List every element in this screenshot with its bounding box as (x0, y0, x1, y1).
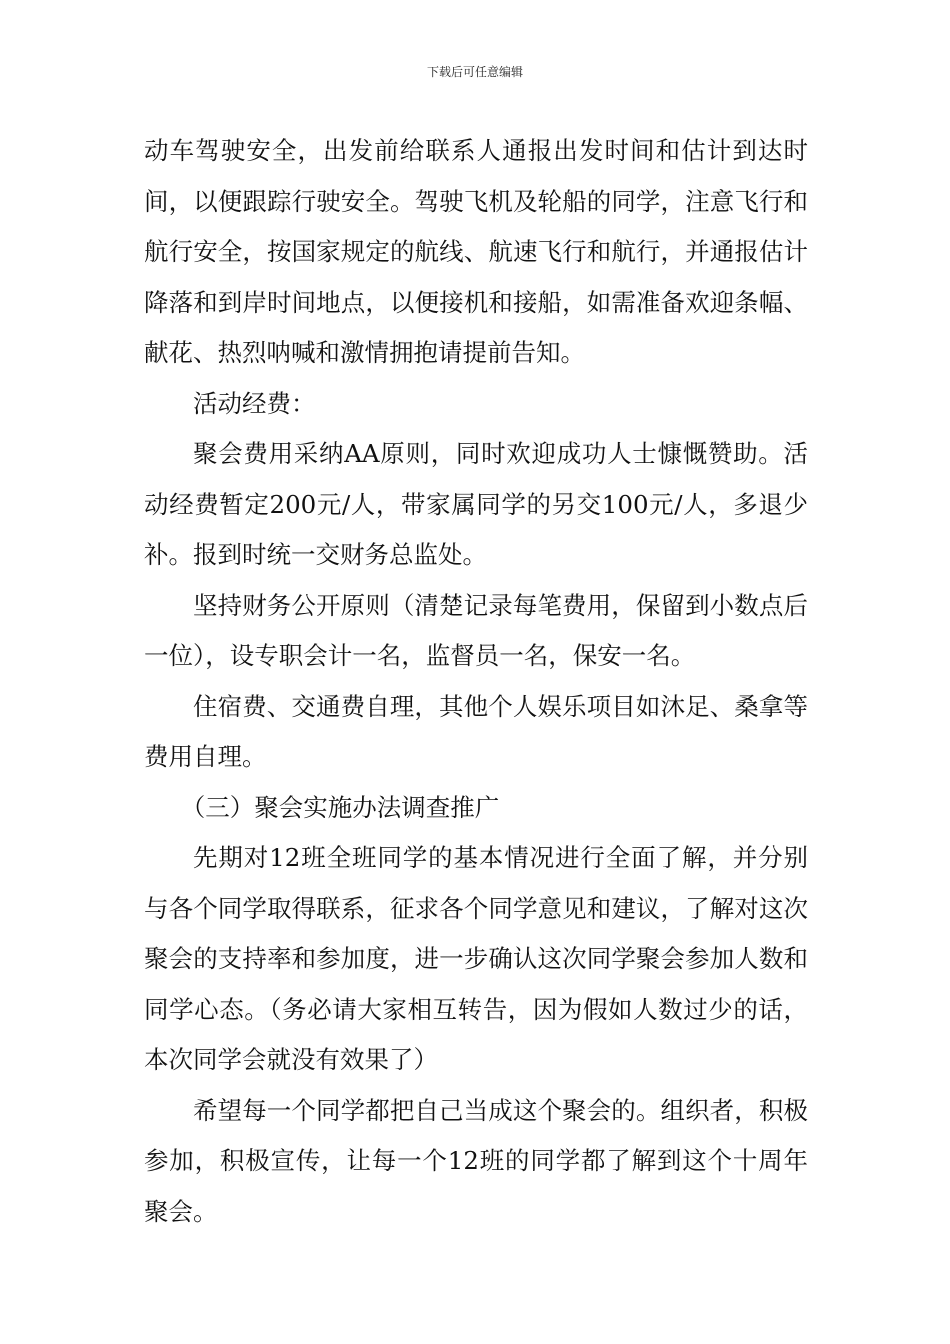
paragraph-participation-appeal: 希望每一个同学都把自己当成这个聚会的。组织者，积极参加，积极宣传，让每一个12班的同学都了解到这个十周年聚会。 (144, 1095, 808, 1226)
paragraph-budget-label: 活动经费： (193, 388, 316, 418)
section-heading-survey: （三）聚会实施办法调查推广 (180, 792, 500, 822)
paragraph-survey-details: 先期对12班全班同学的基本情况进行全面了解，并分别与各个同学取得联系，征求各个同学意见和建议，了解对这次聚会的支持率和参加度，进一步确认这次同学聚会参加人数和同学心态。（务必请大家相互转告，因为假如人数过少的话，本次同学会就没有效果了） (144, 843, 808, 1074)
page-header: 下载后可任意编辑 (426, 65, 523, 79)
paragraph-self-paid-expenses: 住宿费、交通费自理，其他个人娱乐项目如沐足、桑拿等费用自理。 (144, 691, 808, 771)
paragraph-travel-safety: 动车驾驶安全，出发前给联系人通报出发时间和估计到达时间，以便跟踪行驶安全。驾驶飞机及轮船的同学，注意飞行和航行安全，按国家规定的航线、航速飞行和航行，并通报估计降落和到岸时间地点，以便接机和接船，如需准备欢迎条幅、献花、热烈呐喊和激情拥抱请提前告知。 (144, 136, 808, 367)
document-body (144, 126, 808, 1237)
paragraph-financial-transparency: 坚持财务公开原则（清楚记录每笔费用，保留到小数点后一位），设专职会计一名，监督员一名，保安一名。 (144, 590, 808, 670)
paragraph-cost-policy: 聚会费用采纳AA原则，同时欢迎成功人士慷慨赞助。活动经费暂定200元/人，带家属同学的另交100元/人，多退少补。报到时统一交财务总监处。 (144, 439, 808, 569)
